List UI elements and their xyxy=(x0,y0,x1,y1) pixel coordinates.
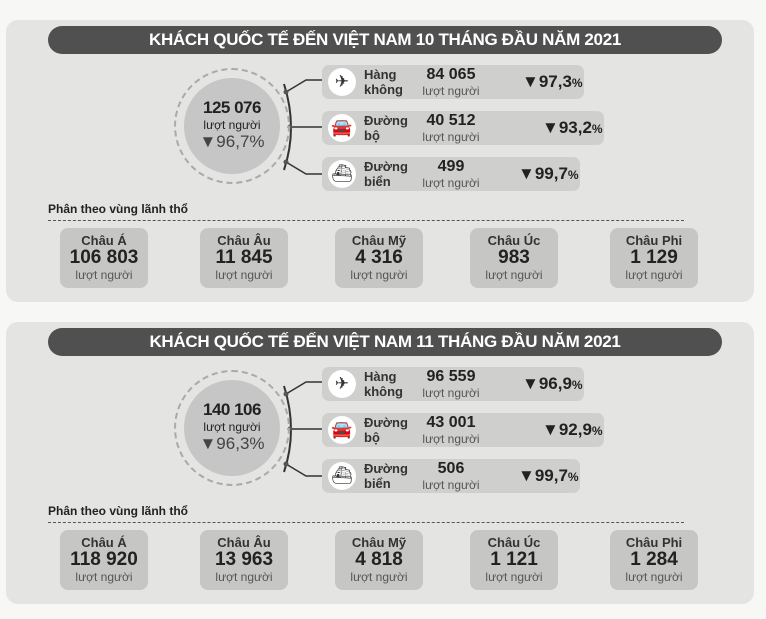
region-value: 1 284 xyxy=(630,549,678,570)
region-unit: lượt người xyxy=(485,268,543,282)
car-icon: 🚘 xyxy=(328,416,356,444)
region-unit: lượt người xyxy=(215,268,273,282)
region-box xyxy=(335,228,423,288)
infographic-panel xyxy=(6,322,754,604)
region-unit: lượt người xyxy=(625,268,683,282)
region-unit: lượt người xyxy=(485,570,543,584)
region-unit: lượt người xyxy=(350,570,408,584)
transport-card xyxy=(322,111,604,145)
transport-card xyxy=(322,413,604,447)
regions-label: Phân theo vùng lãnh thổ xyxy=(48,504,188,518)
total-value: 140 106 xyxy=(203,400,261,419)
region-box xyxy=(335,530,423,590)
transport-mode-label: Đường bộ xyxy=(364,415,408,445)
region-name: Châu Mỹ xyxy=(351,535,407,550)
transport-value: 499 lượt người xyxy=(422,158,480,190)
divider xyxy=(48,220,684,221)
total-value: 125 076 xyxy=(203,98,261,117)
region-value: 11 845 xyxy=(215,247,273,268)
region-box xyxy=(60,530,148,590)
transport-mode-label: Hàng không xyxy=(364,67,403,97)
region-box xyxy=(470,228,558,288)
transport-change: ▼99,7% xyxy=(518,466,579,485)
airplane-icon: ✈ xyxy=(328,370,356,398)
transport-change: ▼99,7% xyxy=(518,164,579,183)
transport-change: ▼93,2% xyxy=(542,118,603,137)
transport-value: 84 065 lượt người xyxy=(422,66,480,98)
region-box xyxy=(610,530,698,590)
regions-label: Phân theo vùng lãnh thổ xyxy=(48,202,188,216)
transport-change: ▼96,9% xyxy=(522,374,583,393)
total-unit: lượt người xyxy=(203,420,261,434)
car-icon: 🚘 xyxy=(328,114,356,142)
ship-icon: ⛴ xyxy=(328,160,356,188)
transport-change: ▼97,3% xyxy=(522,72,583,91)
total-circle xyxy=(184,380,280,476)
transport-value: 40 512 lượt người xyxy=(422,112,480,144)
region-unit: lượt người xyxy=(625,570,683,584)
region-box xyxy=(200,530,288,590)
transport-mode-label: Đường bộ xyxy=(364,113,408,143)
region-box xyxy=(200,228,288,288)
region-name: Châu Phi xyxy=(625,233,683,248)
region-name: Châu Úc xyxy=(487,233,541,248)
divider xyxy=(48,522,684,523)
transport-value: 506 lượt người xyxy=(422,460,480,492)
transport-mode-label: Đường biển xyxy=(364,159,408,189)
region-unit: lượt người xyxy=(75,570,133,584)
region-value: 4 818 xyxy=(355,549,403,570)
region-box xyxy=(610,228,698,288)
transport-mode-label: Đường biển xyxy=(364,461,408,491)
region-value: 118 920 xyxy=(70,549,138,570)
region-unit: lượt người xyxy=(350,268,408,282)
region-box xyxy=(60,228,148,288)
region-unit: lượt người xyxy=(75,268,133,282)
transport-change: ▼92,9% xyxy=(542,420,603,439)
transport-card xyxy=(322,367,584,401)
panel-title: KHÁCH QUỐC TẾ ĐẾN VIỆT NAM 11 THÁNG ĐẦU NĂM 2021 xyxy=(48,328,722,356)
transport-mode-label: Hàng không xyxy=(364,369,403,399)
transport-card xyxy=(322,65,584,99)
region-unit: lượt người xyxy=(215,570,273,584)
region-name: Châu Phi xyxy=(625,535,683,550)
panel-title: KHÁCH QUỐC TẾ ĐẾN VIỆT NAM 10 THÁNG ĐẦU NĂM 2021 xyxy=(48,26,722,54)
total-change: ▼96,7% xyxy=(199,132,265,151)
transport-value: 96 559 lượt người xyxy=(422,368,480,400)
region-box xyxy=(470,530,558,590)
total-unit: lượt người xyxy=(203,118,261,132)
region-value: 1 121 xyxy=(490,549,538,570)
region-name: Châu Mỹ xyxy=(351,233,407,248)
region-value: 1 129 xyxy=(630,247,678,268)
region-value: 983 xyxy=(498,247,530,268)
region-name: Châu Âu xyxy=(217,233,271,248)
total-circle xyxy=(184,78,280,174)
infographic-panel xyxy=(6,20,754,302)
transport-card xyxy=(322,157,580,191)
region-name: Châu Âu xyxy=(217,535,271,550)
region-value: 13 963 xyxy=(214,549,274,570)
transport-card xyxy=(322,459,580,493)
region-name: Châu Á xyxy=(81,233,127,248)
total-change: ▼96,3% xyxy=(199,434,265,453)
region-name: Châu Úc xyxy=(487,535,541,550)
airplane-icon: ✈ xyxy=(328,68,356,96)
region-value: 106 803 xyxy=(69,247,139,268)
region-value: 4 316 xyxy=(355,247,403,268)
ship-icon: ⛴ xyxy=(328,462,356,490)
region-name: Châu Á xyxy=(81,535,127,550)
transport-value: 43 001 lượt người xyxy=(422,414,480,446)
